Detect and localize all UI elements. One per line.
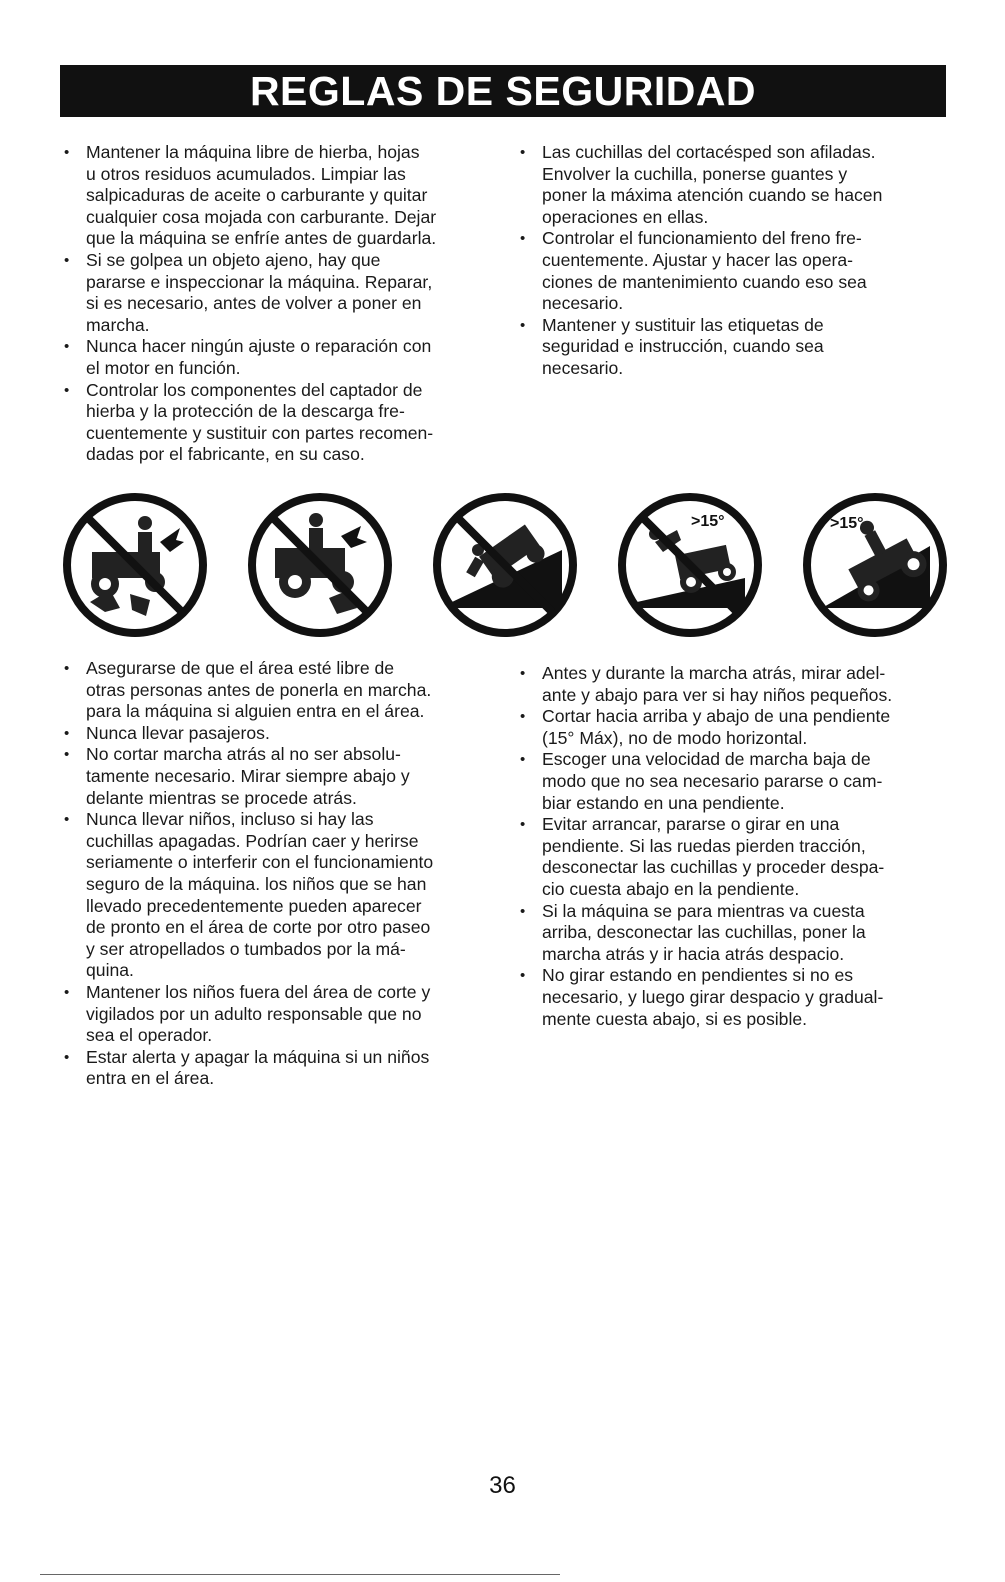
list-item: • Nunca llevar niños, incluso si hay las cuchillas apagadas. Podrían caer y herirse seriamente o interferir con el funcionamiento seguro de la máquina. los niños que se han llevado precedentemente pueden aparecer de pronto en el área de corte por otro paseo y ser atropellados o tumbados por la má- quina. bbox=[62, 809, 502, 982]
page-number: 36 bbox=[489, 1472, 516, 1499]
list-item: • No girar estando en pendientes si no es necesario, y luego girar despacio y gradual- mente cuesta abajo, si es posible. bbox=[518, 965, 958, 1030]
bottom-rule bbox=[40, 1574, 560, 1575]
list-item: • Las cuchillas del cortacésped son afiladas. Envolver la cuchilla, ponerse guantes y poner la máxima atención cuando se hacen operaciones en ellas. bbox=[518, 142, 948, 228]
no-tipping-slope-icon bbox=[430, 490, 580, 640]
list-item: • Mantener los niños fuera del área de corte y vigilados por un adulto responsable que no sea el operador. bbox=[62, 982, 502, 1047]
safety-rules-bottom-left bbox=[62, 658, 502, 1090]
list-item: • Controlar el funcionamiento del freno fre- cuentemente. Ajustar y hacer las opera- ciones de mantenimiento cuando eso sea necesario. bbox=[518, 228, 948, 314]
no-passengers-icon bbox=[245, 490, 395, 640]
list-item: • Si se golpea un objeto ajeno, hay que pararse e inspeccionar la máquina. Reparar, si es necesario, antes de volver a poner en marcha. bbox=[62, 250, 502, 336]
angle-label: >15° bbox=[830, 515, 864, 532]
list-item: • Nunca hacer ningún ajuste o reparación con el motor en función. bbox=[62, 336, 502, 379]
list-item: • Estar alerta y apagar la máquina si un niños entra en el área. bbox=[62, 1047, 502, 1090]
safety-pictograms bbox=[60, 490, 950, 640]
list-item: • Si la máquina se para mientras va cuesta arriba, desconectar las cuchillas, poner la marcha atrás y ir hacia atrás despacio. bbox=[518, 901, 958, 966]
angle-label: >15° bbox=[691, 513, 725, 530]
safety-rules-top-left bbox=[62, 142, 502, 466]
safety-rules-top-right bbox=[518, 142, 948, 380]
list-item: • Mantener la máquina libre de hierba, hojas u otros residuos acumulados. Limpiar las salpicaduras de aceite o carburante y quitar cualquier cosa mojada con carburante. Dejar que la máquina se enfríe antes de guardarla. bbox=[62, 142, 502, 250]
page-title: REGLAS DE SEGURIDAD bbox=[60, 65, 946, 117]
list-item: • No cortar marcha atrás al no ser absolu- tamente necesario. Mirar siempre abajo y delante mientras se procede atrás. bbox=[62, 744, 502, 809]
list-item: • Escoger una velocidad de marcha baja de modo que no sea necesario pararse o cam- biar estando en una pendiente. bbox=[518, 749, 958, 814]
list-item: • Nunca llevar pasajeros. bbox=[62, 723, 502, 745]
list-item: • Controlar los componentes del captador de hierba y la protección de la descarga fre- cuentemente y sustituir con partes recomen- dadas por el fabricante, en su caso. bbox=[62, 380, 502, 466]
list-item: • Asegurarse de que el área esté libre de otras personas antes de ponerla en marcha. para la máquina si alguien entra en el área. bbox=[62, 658, 502, 723]
list-item: • Cortar hacia arriba y abajo de una pendiente (15° Máx), no de modo horizontal. bbox=[518, 706, 958, 749]
list-item: • Antes y durante la marcha atrás, mirar adel- ante y abajo para ver si hay niños pequeños. bbox=[518, 663, 958, 706]
max-slope-icon bbox=[800, 490, 950, 640]
safety-rules-bottom-right bbox=[518, 663, 958, 1030]
no-steep-slope-icon bbox=[615, 490, 765, 640]
no-bystanders-icon bbox=[60, 490, 210, 640]
list-item: • Evitar arrancar, pararse o girar en una pendiente. Si las ruedas pierden tracción, desconectar las cuchillas y proceder despa- cio cuesta abajo en la pendiente. bbox=[518, 814, 958, 900]
list-item: • Mantener y sustituir las etiquetas de seguridad e instrucción, cuando sea necesario. bbox=[518, 315, 948, 380]
